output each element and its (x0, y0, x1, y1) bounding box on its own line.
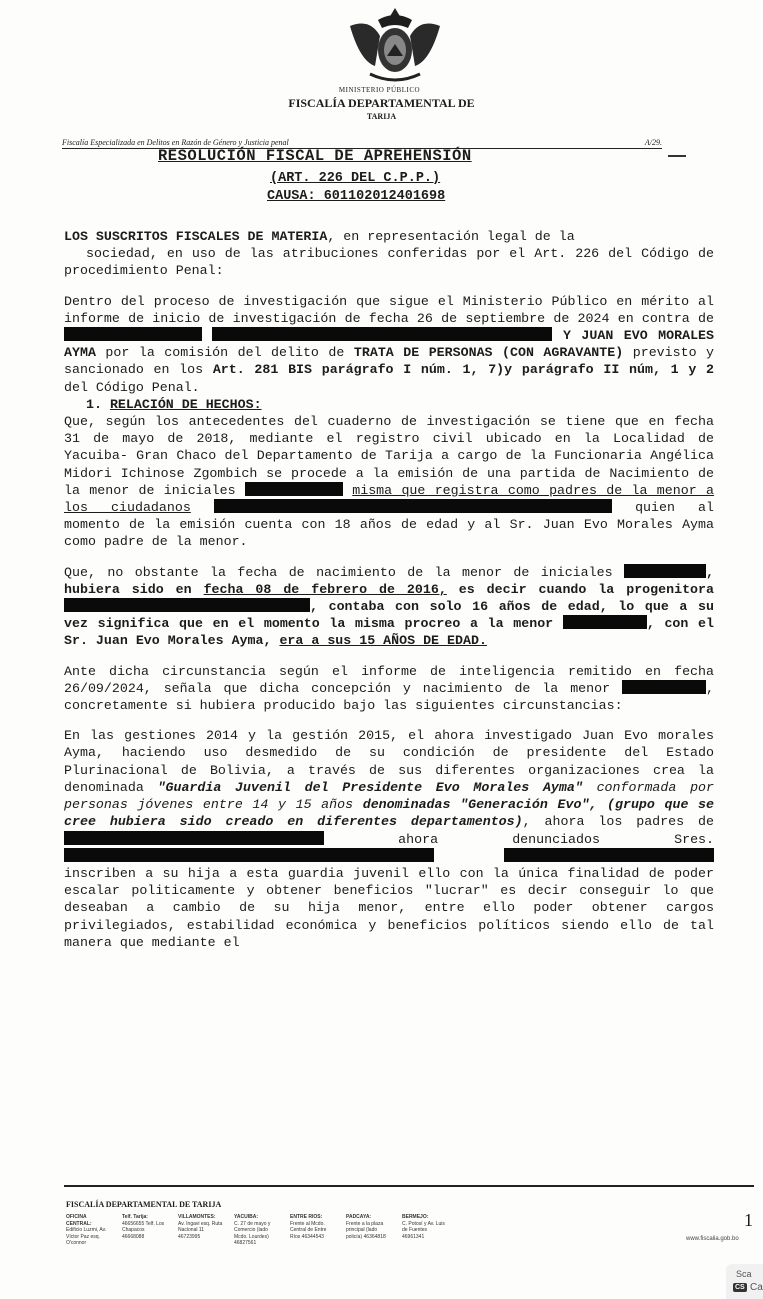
redaction-box (504, 848, 714, 862)
intel-text-b: , concretamente si hubiera producido bajo las siguientes circunstancias: (64, 680, 714, 714)
accused-name: Y JUAN EVO MORALES AYMA (64, 328, 715, 361)
office-label: FISCALÍA DEPARTAMENTAL DE (288, 96, 475, 110)
redaction-box (245, 482, 343, 496)
legal-article: Art. 281 BIS parágrafo I núm. 1, 7)y parágrafo II núm, 1 y 2 (212, 362, 714, 378)
footer-divider (64, 1185, 754, 1187)
bolivia-coat-of-arms-icon (340, 6, 450, 86)
footer-offices (66, 1214, 686, 1247)
paragraph-birthdate (64, 564, 714, 650)
section-label: RELACIÓN DE HECHOS: (109, 396, 262, 412)
redaction-box (563, 615, 647, 629)
footer-office: Telf. Tarija: 46656655 Telf. Los Chapacos 46668088 (122, 1214, 165, 1240)
region-label: TARIJA (366, 112, 397, 121)
redaction-box (622, 680, 706, 694)
intro-text-b: sociedad, en uso de las atribuciones conferidas por el Art. 226 del Código de procedimiento Penal: (64, 246, 714, 279)
process-text-a: Dentro del proceso de investigación que sigue el Ministerio Público en mérito al informe de inicio de investigación de fecha 26 de septiembre de 2024 en contra de (64, 293, 714, 326)
footer-url: www.fiscalia.gob.bo (686, 1236, 739, 1242)
circ-text-b: conformada por personas jóvenes entre 14 y 15 años (64, 779, 715, 813)
facts-text-a: Que, según los antecedentes del cuaderno de investigación se tiene que en fecha 31 de mayo de 2018, mediante el registro civil ubicado en la Localidad de Yacuiba- Gran Chaco del Departamento de Tarija a cargo de la Funcionaria Angélica Midori Ichinose Zgombich se procede a la emisión de una partida de Nacimiento de la menor de iniciales (64, 414, 714, 498)
redaction-box (64, 848, 434, 862)
guard-name: "Guardia Juvenil del Presidente Evo Morales Ayma" (157, 779, 583, 795)
generation-name: denominadas "Generación Evo", (grupo que se cree hubiera sido creado en diferentes departamentos) (64, 797, 715, 830)
scanner-text-2: Ca (750, 1282, 763, 1293)
scanner-watermark (726, 1264, 763, 1299)
circ-text-c: , ahora los padres de (522, 814, 714, 830)
department-name: Fiscalía Especializada en Delitos en Razón de Género y Justicia penal (62, 138, 289, 147)
facts-text-c: quien al momento de la emisión cuenta con 18 años de edad y al Sr. Juan Evo Morales Ayma como padre de la menor. (64, 500, 715, 550)
process-text-c: previsto y sancionado en los (64, 345, 715, 378)
birth-date: fecha 08 de febrero de 2016, (203, 581, 447, 597)
footer-office: VILLAMONTES: Av. Ingavi esq. Ruta Nacional 11 46723995 (178, 1214, 223, 1240)
redaction-box (212, 327, 552, 341)
process-text-b: por la comisión del delito de (105, 345, 345, 361)
document-title: RESOLUCIÓN FISCAL DE APREHENSIÓN (158, 147, 472, 165)
intro-text-a: , en representación legal de la (327, 229, 575, 244)
camscanner-icon: CS (735, 1284, 745, 1291)
circ-text-a: En las gestiones 2014 y la gestión 2015, el ahora investigado Juan Evo morales Ayma, haciendo uso desmedido de su condición de presidente del Estado Plurinacional de Bolivia, a través de sus diferentes organizaciones crea la denominada (64, 728, 714, 795)
title-dash (668, 155, 686, 157)
circ-text-d: ahora denunciados Sres. (398, 831, 715, 847)
document-code: A/29. (644, 138, 662, 147)
intro-bold: LOS SUSCRITOS FISCALES DE MATERIA (64, 229, 328, 244)
redaction-box (624, 564, 706, 578)
footer-title: FISCALÍA DEPARTAMENTAL DE TARIJA (66, 1200, 222, 1209)
facts-text-b: misma que registra como padres de la menor a los ciudadanos (64, 482, 715, 516)
footer-office: YACUIBA: C. 27 de mayo y Comercio (lado Mcdo. Lourdes) 46827561 (234, 1214, 271, 1246)
paragraph-intro (64, 228, 714, 280)
footer-office: ENTRE RIOS: Frente al Mcdo. Central de Entre Ríos 46344543 (290, 1214, 327, 1240)
section-heading (64, 396, 714, 413)
age-statement: era a sus 15 AÑOS DE EDAD. (279, 633, 487, 649)
scanner-text: Sca (736, 1269, 752, 1279)
crime-name: TRATA DE PERSONAS (CON AGRAVANTE) (353, 345, 624, 361)
intel-text-a: Ante dicha circunstancia según el informe de inteligencia remitido en fecha 26/09/2024, señala que dicha concepción y nacimiento de la menor (64, 663, 714, 696)
paragraph-intelligence (64, 663, 714, 715)
paragraph-circumstances (64, 727, 714, 951)
footer-office: PADCAYA: Frente a la plaza principal (lado policía) 46364818 (346, 1214, 386, 1240)
circ-text-e: inscriben a su hija a esta guardia juvenil ello con la única finalidad de poder escalar politicamente y obtener beneficios "lucrar" es decir conseguir lo que deseaban a cambio de su hija menor, entre ello poder obtener cargos privilegiados, estabilidad económica y beneficios políticos siendo ello de tal manera que mediante el (64, 865, 714, 950)
article-reference: (ART. 226 DEL C.P.P.) (270, 171, 441, 186)
document-body (64, 228, 714, 951)
redaction-box (64, 831, 324, 845)
footer-office: OFICINA CENTRAL: Edificio Luzmi, Av. Víctor Paz esq. O'connor (66, 1214, 107, 1246)
redaction-box (64, 327, 202, 341)
birth-text-e: , con el Sr. Juan Evo Morales Ayma, (64, 616, 714, 649)
birth-text-d: , contaba con solo 16 años de edad, lo que a su vez significa que en el momento la misma procreo a la menor (64, 599, 714, 632)
redaction-box (64, 598, 310, 612)
institution-label: MINISTERIO PÚBLICO (338, 86, 421, 94)
paragraph-facts (64, 413, 714, 551)
case-number: CAUSA: 601102012401698 (267, 189, 446, 204)
paragraph-process (64, 293, 714, 396)
footer-office: BERMEJO: C. Potosí y Av. Luis de Fuentes 46961341 (402, 1214, 445, 1240)
birth-text-a: Que, no obstante la fecha de nacimiento de la menor de iniciales (64, 564, 613, 580)
birth-text-b: , hubiera sido en (64, 564, 715, 597)
process-text-d: del Código Penal. (64, 379, 200, 395)
page-number: 1 (744, 1210, 753, 1230)
birth-text-c: es decir cuando la progenitora (458, 581, 714, 597)
redaction-box (214, 499, 612, 513)
section-number: 1. (86, 396, 102, 412)
